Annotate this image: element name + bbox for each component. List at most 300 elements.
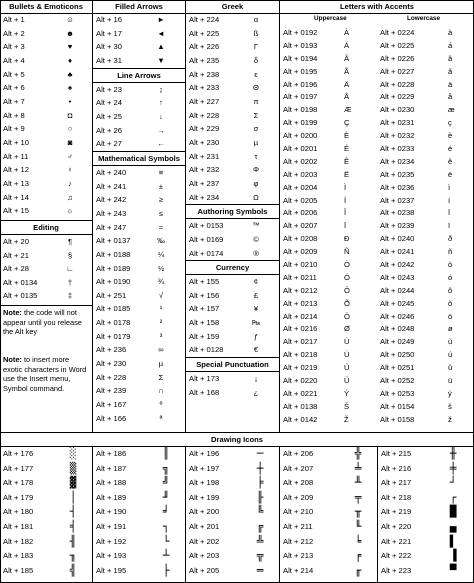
alt-code: Alt + 239: [96, 386, 127, 396]
alt-code: Alt + 0153: [189, 221, 224, 231]
code-row: [0, 462, 93, 477]
alt-code: Alt + 219: [381, 507, 412, 517]
alt-code: Alt + 28: [3, 264, 29, 274]
alt-code: Alt + 202: [189, 536, 220, 546]
accent-row: [280, 259, 474, 272]
box-drawing-glyph: ═: [256, 563, 264, 577]
symbol-glyph: Θ: [253, 83, 259, 93]
code-row: [93, 275, 185, 289]
symbol-glyph: →: [157, 125, 165, 135]
symbol-glyph: ‡: [67, 291, 73, 301]
code-row: [280, 476, 378, 491]
code-row: [186, 40, 279, 54]
box-drawing-glyph: ╓: [354, 563, 362, 577]
divider: [92, 0, 93, 432]
code-row: [0, 276, 92, 290]
symbol-glyph: ▲: [157, 42, 165, 52]
code-row: [93, 491, 186, 506]
symbol-glyph: Ø: [344, 324, 350, 334]
alt-code: Alt + 198: [189, 478, 220, 488]
alt-code: Alt + 0221: [283, 388, 318, 398]
code-row: [0, 109, 92, 123]
alt-code: Alt + 13: [3, 178, 29, 188]
symbol-glyph: Σ: [158, 372, 164, 382]
symbol-glyph: Ö: [344, 311, 350, 321]
box-drawing-glyph: ╧: [354, 461, 362, 475]
code-row: [186, 302, 279, 316]
box-drawing-glyph: ╜: [162, 490, 170, 504]
symbol-glyph: š: [448, 401, 452, 411]
box-drawing-glyph: ▄: [449, 519, 457, 533]
symbol-glyph: Õ: [344, 298, 350, 308]
symbol-glyph: Š: [344, 401, 350, 411]
code-row: [0, 191, 92, 205]
symbol-glyph: α: [253, 15, 259, 24]
symbol-glyph: º: [159, 400, 163, 410]
symbol-glyph: ↑: [159, 98, 163, 108]
divider: [185, 0, 186, 432]
alt-code: Alt + 0197: [283, 92, 318, 102]
box-drawing-glyph: █: [449, 505, 457, 519]
code-row: [186, 491, 280, 506]
symbol-glyph: ◄: [157, 28, 165, 38]
alt-code: Alt + 205: [189, 565, 220, 575]
box-drawing-glyph: ╪: [449, 461, 457, 475]
alt-code: Alt + 0214: [283, 311, 318, 321]
alt-code: Alt + 25: [96, 111, 122, 121]
alt-code: Alt + 203: [189, 551, 220, 561]
alt-code: Alt + 0196: [283, 79, 318, 89]
symbol-glyph: ¶: [67, 236, 73, 246]
code-row: [186, 122, 279, 136]
alt-code: Alt + 14: [3, 192, 29, 202]
note-text: the code will not appear until you release the Alt key: [3, 308, 82, 337]
alt-code: Alt + 234: [189, 192, 220, 202]
code-row: [93, 330, 185, 344]
alt-code: Alt + 0134: [3, 277, 38, 287]
code-row: [93, 27, 185, 41]
symbol-glyph: ♥: [67, 42, 73, 52]
alt-code: Alt + 0158: [380, 414, 415, 424]
drawing-header: Drawing Icons: [0, 432, 474, 447]
accents-list: [280, 27, 474, 427]
accent-row: [280, 40, 474, 53]
box-drawing-glyph: ╩: [256, 534, 264, 548]
code-row: [280, 564, 378, 579]
symbol-glyph: Û: [344, 363, 350, 373]
alt-code: Alt + 177: [3, 463, 34, 473]
symbol-glyph: Í: [344, 195, 347, 205]
alt-code: Alt + 0232: [380, 131, 415, 141]
alt-code: Alt + 0248: [380, 324, 415, 334]
alt-code: Alt + 0224: [380, 28, 415, 37]
alt-code: Alt + 0225: [380, 40, 415, 50]
alt-code: Alt + 0199: [283, 118, 318, 128]
filled-arrows-header: Filled Arrows: [115, 2, 163, 11]
code-row: [93, 248, 185, 262]
alt-code: Alt + 0244: [380, 285, 415, 295]
symbol-glyph: ø: [448, 324, 453, 334]
alt-code: Alt + 187: [96, 463, 127, 473]
alt-code: Alt + 200: [189, 507, 220, 517]
line-arrows-header: Line Arrows: [93, 68, 185, 83]
alt-code: Alt + 0239: [380, 221, 415, 231]
alt-code: Alt + 238: [189, 69, 220, 79]
alt-code: Alt + 0189: [96, 263, 131, 273]
alt-code: Alt + 0169: [189, 234, 224, 244]
authoring-list: [186, 219, 279, 260]
symbol-glyph: ô: [448, 285, 453, 295]
alt-code: Alt + 0192: [283, 28, 318, 37]
symbol-glyph: ≡: [158, 167, 164, 177]
alt-code: Alt + 12: [3, 165, 29, 175]
alt-code: Alt + 0220: [283, 376, 318, 386]
alt-code: Alt + 242: [96, 195, 127, 205]
code-row: [0, 564, 93, 579]
symbol-glyph: Ì: [344, 182, 347, 192]
alt-code: Alt + 0174: [189, 248, 224, 258]
box-drawing-glyph: ░: [69, 447, 77, 460]
code-row: [186, 150, 279, 164]
code-row: [0, 95, 92, 109]
symbol-glyph: ö: [448, 311, 453, 321]
alt-code: Alt + 197: [189, 463, 220, 473]
alt-code: Alt + 0231: [380, 118, 415, 128]
alt-code: Alt + 0219: [283, 363, 318, 373]
box-drawing-glyph: ╝: [162, 476, 170, 490]
line-arrows-list: [93, 83, 185, 151]
code-row: [378, 520, 473, 535]
alt-code: Alt + 199: [189, 492, 220, 502]
code-row: [0, 27, 92, 41]
uppercase-label: Uppercase: [314, 15, 347, 22]
alt-code: Alt + 155: [189, 277, 220, 287]
code-row: [186, 564, 280, 579]
symbol-glyph: È: [344, 131, 350, 141]
code-row: [0, 289, 92, 303]
code-row: [186, 191, 279, 205]
symbol-glyph: Ô: [344, 285, 350, 295]
code-row: [0, 54, 92, 68]
code-row: [93, 137, 185, 151]
symbol-glyph: §: [67, 250, 73, 260]
alt-code: Alt + 0201: [283, 144, 318, 154]
symbol-glyph: ë: [448, 169, 453, 179]
alt-code: Alt + 9: [3, 124, 25, 134]
math-symbols-list: [93, 166, 185, 425]
alt-code: Alt + 10: [3, 137, 29, 147]
symbol-glyph: ß: [253, 28, 259, 38]
symbol-glyph: π: [253, 96, 259, 106]
symbol-glyph: ü: [448, 376, 453, 386]
code-row: [186, 330, 279, 344]
alt-code: Alt + 228: [189, 110, 220, 120]
symbol-glyph: ™: [252, 221, 260, 231]
alt-code: Alt + 157: [189, 304, 220, 314]
symbol-glyph: Ñ: [344, 247, 350, 257]
alt-code: Alt + 0211: [283, 272, 317, 282]
alt-code: Alt + 221: [381, 536, 412, 546]
accent-row: [280, 401, 474, 414]
alt-code: Alt + 0185: [96, 304, 131, 314]
alt-code: Alt + 186: [96, 449, 127, 458]
symbol-glyph: ♣: [67, 69, 73, 79]
accent-row: [280, 220, 474, 233]
alt-code: Alt + 210: [283, 507, 314, 517]
alt-code: Alt + 0194: [283, 53, 318, 63]
note-text: to insert more exotic characters in Word use the Insert menu, Symbol command.: [3, 354, 87, 393]
note-alt-release: [0, 305, 92, 339]
alt-code: Alt + 21: [3, 250, 29, 260]
alt-code: Alt + 209: [283, 492, 314, 502]
symbol-glyph: ¾: [157, 277, 165, 287]
box-drawing-glyph: ╘: [354, 534, 362, 548]
arrows-column: [93, 0, 185, 425]
accent-row: [280, 375, 474, 388]
alt-code: Alt + 185: [3, 565, 34, 575]
currency-list: [186, 275, 279, 357]
alt-code: Alt + 0216: [283, 324, 318, 334]
symbol-glyph: ò: [448, 260, 453, 270]
alt-code: Alt + 240: [96, 167, 127, 177]
alt-code: Alt + 191: [96, 521, 127, 531]
drawing-column: [280, 447, 378, 578]
code-row: [186, 233, 279, 247]
greek-header: Greek: [221, 2, 244, 11]
code-row: [93, 234, 185, 248]
alt-code: Alt + 0233: [380, 144, 415, 154]
alt-code: Alt + 0154: [380, 401, 415, 411]
alt-code: Alt + 166: [96, 413, 127, 423]
symbol-glyph: Ê: [344, 156, 350, 166]
symbol-glyph: ▼: [157, 55, 165, 65]
box-drawing-glyph: ╣: [69, 563, 77, 577]
symbol-glyph: Ω: [253, 192, 259, 202]
alt-code: Alt + 0246: [380, 311, 415, 321]
box-drawing-glyph: ║: [162, 447, 170, 460]
alt-code: Alt + 0209: [283, 247, 318, 257]
code-row: [280, 491, 378, 506]
symbol-glyph: è: [448, 131, 453, 141]
alt-code: Alt + 15: [3, 206, 29, 216]
code-row: [93, 447, 186, 462]
alt-code: Alt + 3: [3, 42, 25, 52]
accent-row: [280, 298, 474, 311]
code-row: [0, 520, 93, 535]
alt-code: Alt + 0213: [283, 298, 318, 308]
symbol-glyph: ≈: [158, 222, 164, 232]
alt-code: Alt + 193: [96, 551, 127, 561]
accent-row: [280, 362, 474, 375]
alt-code: Alt + 8: [3, 110, 25, 120]
alt-code: Alt + 24: [96, 98, 122, 108]
code-row: [93, 207, 185, 221]
alt-code: Alt + 215: [381, 449, 412, 458]
code-row: [93, 221, 185, 235]
box-drawing-glyph: ╤: [354, 490, 362, 504]
alt-code: Alt + 27: [96, 139, 122, 149]
code-row: [378, 535, 473, 550]
alt-code: Alt + 6: [3, 83, 25, 93]
accent-row: [280, 336, 474, 349]
alt-code: Alt + 225: [189, 28, 220, 38]
symbol-glyph: ù: [448, 337, 453, 347]
code-row: [280, 447, 378, 462]
code-row: [186, 136, 279, 150]
box-drawing-glyph: ┤: [69, 505, 77, 519]
box-drawing-glyph: ╦: [256, 549, 264, 563]
code-row: [186, 343, 279, 357]
alt-code: Alt + 16: [96, 15, 122, 24]
symbol-glyph: ☻: [66, 28, 74, 38]
symbol-glyph: ®: [253, 248, 259, 258]
code-row: [280, 549, 378, 564]
code-row: [378, 476, 473, 491]
alt-code: Alt + 0243: [380, 272, 415, 282]
symbol-glyph: á: [448, 40, 453, 50]
alt-code: Alt + 0253: [380, 388, 415, 398]
accent-row: [280, 27, 474, 40]
code-row: [280, 535, 378, 550]
alt-code: Alt + 0242: [380, 260, 415, 270]
accent-row: [280, 53, 474, 66]
alt-code: Alt + 23: [96, 84, 122, 94]
alt-code: Alt + 180: [3, 507, 34, 517]
code-row: [186, 549, 280, 564]
symbol-glyph: ←: [157, 139, 165, 149]
symbol-glyph: Ü: [344, 376, 350, 386]
accent-row: [280, 156, 474, 169]
editing-list: [0, 235, 92, 303]
alt-code: Alt + 0229: [380, 92, 415, 102]
code-row: [93, 262, 185, 276]
symbol-glyph: û: [448, 363, 453, 373]
code-row: [93, 124, 185, 138]
symbol-glyph: √: [158, 290, 164, 300]
box-drawing-glyph: ╞: [256, 476, 264, 490]
code-row: [186, 81, 279, 95]
alt-code: Alt + 0195: [283, 66, 318, 76]
box-drawing-glyph: ╗: [162, 461, 170, 475]
alt-code: Alt + 0212: [283, 285, 318, 295]
alt-code: Alt + 31: [96, 55, 122, 65]
symbol-glyph: ƒ: [253, 331, 259, 341]
symbol-glyph: ₧: [251, 318, 261, 328]
drawing-grid: [0, 447, 474, 583]
code-row: [186, 219, 279, 233]
code-row: [378, 564, 473, 579]
symbol-glyph: Ë: [344, 169, 350, 179]
alt-code: Alt + 192: [96, 536, 127, 546]
symbol-glyph: ý: [448, 388, 452, 398]
symbol-glyph: Σ: [253, 110, 259, 120]
alt-code: Alt + 0250: [380, 350, 415, 360]
code-row: [93, 398, 185, 412]
accent-row: [280, 285, 474, 298]
alt-code: Alt + 0193: [283, 40, 318, 50]
code-row: [0, 204, 92, 218]
alt-code: Alt + 230: [96, 359, 127, 369]
alt-code: Alt + 2: [3, 28, 25, 38]
alt-code: Alt + 159: [189, 331, 220, 341]
symbol-glyph: ¥: [253, 304, 259, 314]
code-row: [93, 302, 185, 316]
alt-code: Alt + 213: [283, 551, 314, 561]
alt-code: Alt + 179: [3, 492, 34, 502]
symbol-glyph: ©: [253, 234, 259, 244]
accent-row: [280, 414, 474, 427]
symbol-glyph: ↓: [159, 111, 163, 121]
alt-code: Alt + 232: [189, 165, 220, 175]
symbol-glyph: ☼: [66, 206, 74, 216]
alt-code: Alt + 211: [283, 521, 313, 531]
alt-code: Alt + 216: [381, 463, 412, 473]
symbol-glyph: ½: [157, 263, 165, 273]
code-row: [0, 491, 93, 506]
code-row: [93, 505, 186, 520]
box-drawing-glyph: ▒: [69, 461, 77, 475]
alt-code: Alt + 0218: [283, 350, 318, 360]
box-drawing-glyph: ╟: [256, 490, 264, 504]
accent-row: [280, 349, 474, 362]
code-row: [93, 180, 185, 194]
symbol-glyph: Ù: [344, 337, 350, 347]
math-symbols-header: Mathematical Symbols: [93, 151, 185, 166]
alt-code: Alt + 0245: [380, 298, 415, 308]
symbol-glyph: î: [448, 208, 451, 218]
alt-code: Alt + 227: [189, 96, 220, 106]
code-row: [378, 549, 473, 564]
code-row: [378, 462, 473, 477]
symbol-glyph: ∞: [158, 345, 164, 355]
accent-row: [280, 143, 474, 156]
code-row: [0, 476, 93, 491]
alt-code: Alt + 0188: [96, 249, 131, 259]
code-row: [186, 476, 280, 491]
accent-row: [280, 130, 474, 143]
box-drawing-glyph: ╫: [449, 447, 457, 460]
alt-code: Alt + 230: [189, 137, 220, 147]
divider: [185, 447, 186, 583]
box-drawing-glyph: ├: [162, 563, 170, 577]
code-row: [93, 13, 185, 27]
alt-code: Alt + 176: [3, 449, 34, 458]
alt-code: Alt + 222: [381, 551, 412, 561]
code-row: [0, 447, 93, 462]
code-row: [93, 316, 185, 330]
code-row: [186, 109, 279, 123]
code-row: [0, 177, 92, 191]
symbol-glyph: ¢: [253, 277, 259, 287]
symbol-glyph: Ä: [344, 79, 350, 89]
accent-row: [280, 104, 474, 117]
alt-code: Alt + 0230: [380, 105, 415, 115]
symbol-glyph: •: [68, 96, 72, 106]
authoring-header: Authoring Symbols: [186, 204, 279, 219]
alt-code: Alt + 167: [96, 400, 127, 410]
accent-row: [280, 195, 474, 208]
divider: [377, 447, 378, 583]
alt-code: Alt + 0190: [96, 277, 131, 287]
currency-header: Currency: [186, 260, 279, 275]
symbol-glyph: φ: [253, 178, 259, 188]
accent-row: [280, 79, 474, 92]
alt-code: Alt + 168: [189, 387, 220, 397]
box-drawing-glyph: ▀: [449, 563, 457, 577]
symbol-glyph: Æ: [344, 105, 352, 115]
alt-code: Alt + 212: [283, 536, 314, 546]
alt-code: Alt + 30: [96, 42, 122, 52]
